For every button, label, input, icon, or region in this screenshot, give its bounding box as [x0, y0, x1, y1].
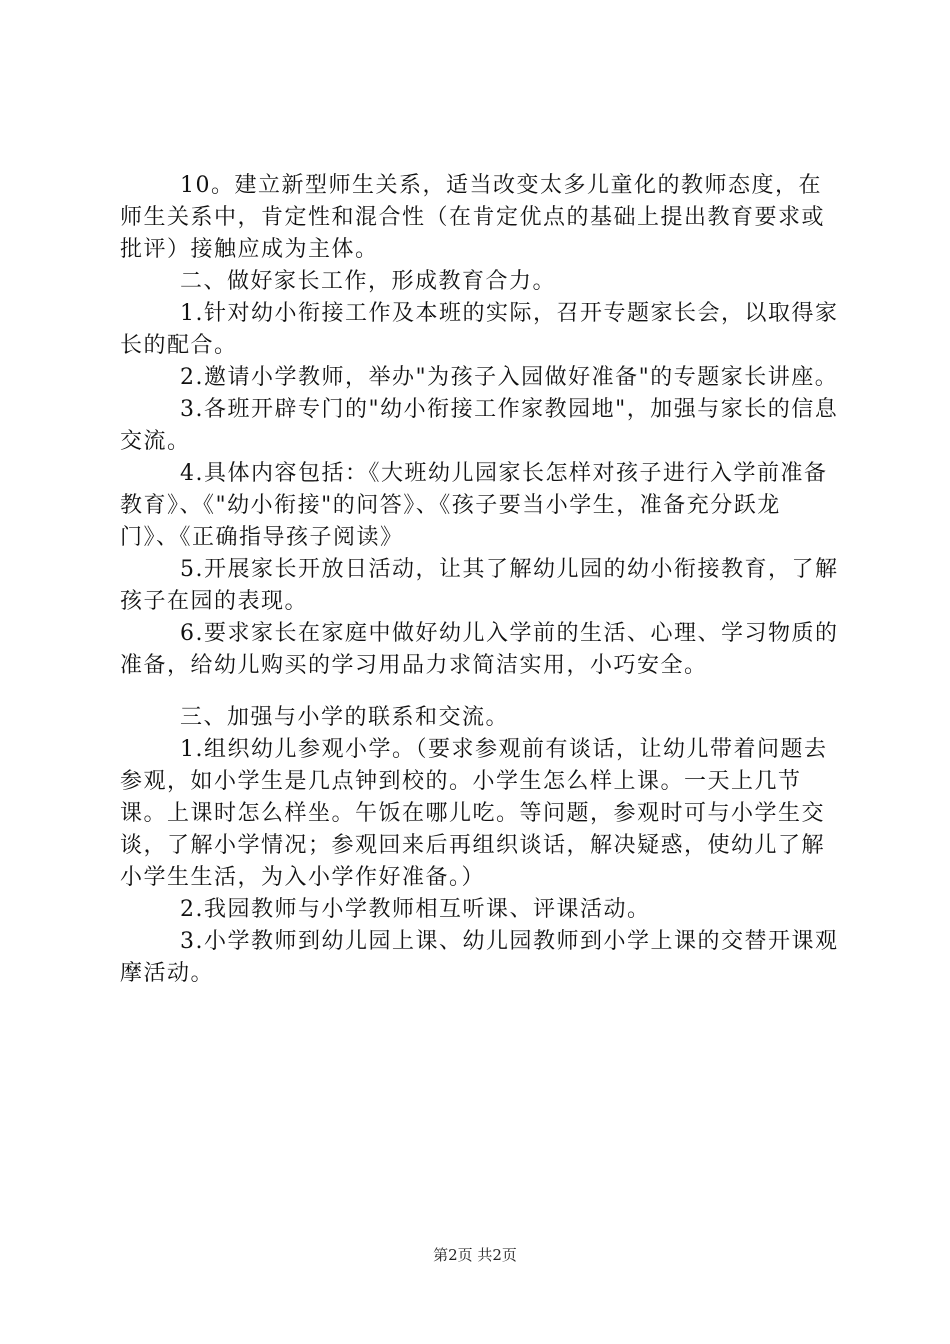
- paragraph-content-list: 4.具体内容包括：《大班幼儿园家长怎样对孩子进行入学前准备教育》、《"幼小衔接"的问答》、《孩子要当小学生，准备充分跃龙门》、《正确指导孩子阅读》: [120, 461, 828, 550]
- paragraph-parent-meeting: 1.针对幼小衔接工作及本班的实际，召开专题家长会，以取得家长的配合。: [120, 301, 839, 358]
- page-footer: 第2页 共2页: [433, 1246, 517, 1264]
- paragraph-exchange-teaching: 3.小学教师到幼儿园上课、幼儿园教师到小学上课的交替开课观摩活动。: [120, 929, 839, 986]
- paragraph-school-visit: 1.组织幼儿参观小学。（要求参观前有谈话，让幼儿带着问题去参观，如小学生是几点钟到校的。小学生怎么样上课。一天上几节课。上课时怎么样坐。午饭在哪儿吃。等问题，参观时可与小学生交谈，了解小学情况；参观回来后再组织谈话，解决疑惑，使幼儿了解小学生生活，为入小学作好准备。）: [120, 737, 828, 890]
- paragraph-open-day: 5.开展家长开放日活动，让其了解幼儿园的幼小衔接教育，了解孩子在园的表现。: [120, 557, 839, 614]
- paragraph-home-preparation: 6.要求家长在家庭中做好幼儿入学前的生活、心理、学习物质的准备，给幼儿购买的学习用品力求简洁实用，小巧安全。: [120, 621, 839, 678]
- section-heading-primary-school: 三、加强与小学的联系和交流。: [180, 705, 510, 730]
- paragraph-item-10-teacher-relations: 10。建立新型师生关系，适当改变太多儿童化的教师态度，在师生关系中，肯定性和混合性（在肯定优点的基础上提出教育要求或批评）接触应成为主体。: [120, 173, 826, 262]
- paragraph-parent-board: 3.各班开辟专门的"幼小衔接工作家教园地"，加强与家长的信息交流。: [120, 397, 839, 454]
- section-heading-parent-work: 二、做好家长工作，形成教育合力。: [180, 269, 557, 294]
- paragraph-parent-lecture: 2.邀请小学教师，举办"为孩子入园做好准备"的专题家长讲座。: [180, 365, 839, 390]
- paragraph-mutual-lessons: 2.我园教师与小学教师相互听课、评课活动。: [180, 897, 651, 922]
- document-body: [120, 170, 840, 990]
